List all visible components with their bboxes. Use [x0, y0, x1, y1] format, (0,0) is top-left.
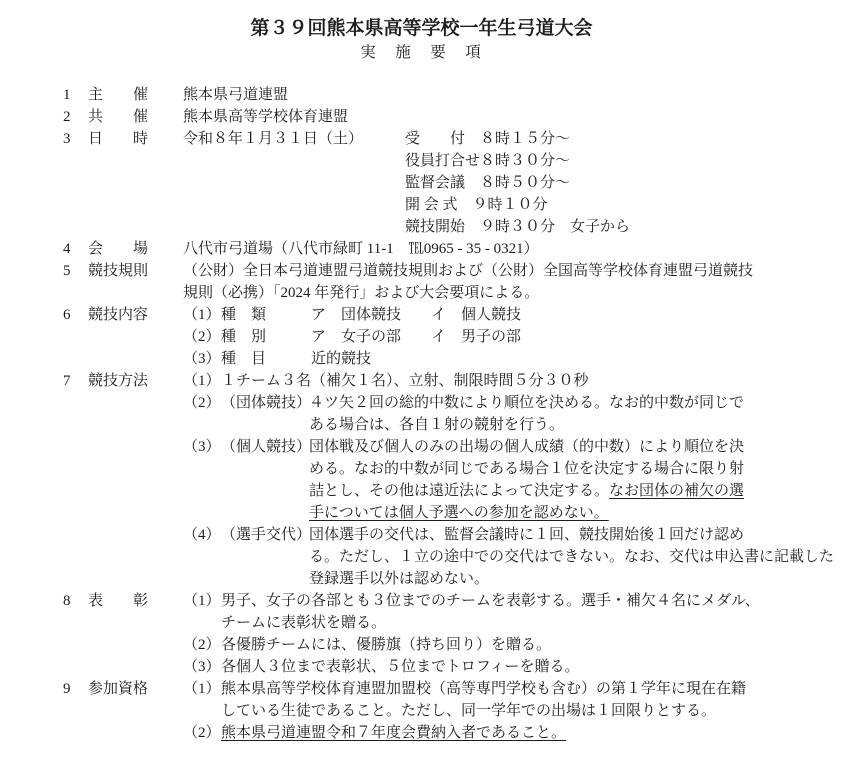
item-number: 3	[63, 131, 71, 147]
sub-item	[183, 656, 810, 678]
item-row-kisoku	[63, 260, 810, 304]
text-line: ある場合は、各自１射の競射を行う。	[309, 417, 565, 433]
item-label: 競技規則	[88, 263, 149, 279]
item-row-shusai	[63, 84, 810, 106]
schedule-line: 役員打合せ８時３０分～	[405, 153, 571, 169]
text-line: 熊本県高等学校体育連盟加盟校（高等専門学校も含む）の第１学年に現在在籍	[221, 681, 747, 697]
document-subtitle: 実 施 要 項	[360, 44, 483, 61]
underlined-text: 手については個人予選への参加を認めない。	[309, 505, 609, 521]
item-number: 4	[63, 241, 71, 257]
sub-marker: （3）	[183, 659, 221, 675]
sub-marker: （3）	[183, 439, 221, 455]
item-text: 熊本県弓道連盟	[183, 87, 289, 103]
text-line: チームに表彰状を贈る。	[221, 615, 387, 631]
text-line: る。ただし、１立の途中での交代はできない。なお、交代は申込書に記載した	[309, 549, 835, 565]
text-line: 団体戦及び個人のみの出場の個人成績（的中数）により順位を決	[309, 439, 745, 455]
sub-item	[183, 392, 810, 436]
item-label: 参加資格	[88, 681, 149, 697]
event-date: 令和８年１月３１日（土）	[183, 131, 364, 147]
text-line: める。なお的中数が同じである場合１位を決定する場合に限り射	[309, 461, 745, 477]
item-number: 8	[63, 593, 71, 609]
text-line: 種 類 ア 団体競技 イ 個人競技	[221, 307, 522, 323]
sub-label: （団体競技）	[221, 395, 312, 411]
sub-marker: （2）	[183, 725, 221, 741]
item-number: 9	[63, 681, 71, 697]
item-row-naiyo	[63, 304, 810, 370]
sub-label: （選手交代）	[221, 527, 312, 543]
sub-item	[183, 678, 810, 722]
schedule-line: 競技開始 ９時３０分 女子から	[405, 219, 631, 235]
sub-marker: （3）	[183, 351, 221, 367]
item-row-kaijo	[63, 238, 810, 260]
item-number: 2	[63, 109, 71, 125]
sub-marker: （1）	[183, 373, 221, 389]
text-line: している生徒であること。ただし、同一学年での出場は１回限りとする。	[221, 703, 717, 719]
item-row-shikaku	[63, 678, 810, 744]
sub-marker: （4）	[183, 527, 221, 543]
item-label: 会 場	[88, 241, 149, 257]
schedule-list	[405, 128, 810, 238]
sub-item	[183, 524, 835, 590]
text-line: 各優勝チームには、優勝旗（持ち回り）を贈る。	[221, 637, 552, 653]
sub-item	[183, 348, 810, 370]
item-row-nichiji	[63, 128, 810, 238]
text-line	[221, 722, 810, 744]
text-line: 種 別 ア 女子の部 イ 男子の部	[221, 329, 522, 345]
item-label: 表 彰	[88, 593, 149, 609]
item-number: 6	[63, 307, 71, 323]
sub-item	[183, 722, 810, 744]
underlined-text: 熊本県弓道連盟令和７年度会費納入者であること。	[221, 725, 567, 741]
item-label: 競技方法	[88, 373, 149, 389]
schedule-line: 開 会 式 ９時１０分	[405, 197, 548, 213]
text-line: 規則（必携）「2024 年発行」および大会要項による。	[183, 285, 540, 301]
underlined-text: なお団体の補欠の選	[609, 483, 745, 499]
sub-marker: （1）	[183, 307, 221, 323]
schedule-line: 受 付 ８時１５分～	[405, 131, 571, 147]
sub-marker: （2）	[183, 637, 221, 653]
item-number: 7	[63, 373, 71, 389]
item-row-hyosho	[63, 590, 810, 678]
sub-label: （個人競技）	[221, 439, 312, 455]
text-line	[309, 502, 810, 524]
text-line: １チーム３名（補欠１名）、立射、制限時間５分３０秒	[221, 373, 589, 389]
sub-item	[183, 326, 810, 348]
item-label: 主 催	[88, 87, 149, 103]
text-line: 団体選手の交代は、監督会議時に１回、競技開始後１回だけ認め	[309, 527, 745, 543]
item-number: 5	[63, 263, 71, 279]
sub-marker: （1）	[183, 593, 221, 609]
item-number: 1	[63, 87, 71, 103]
text-line: 種 目 近的競技	[221, 351, 372, 367]
item-label: 日 時	[88, 131, 149, 147]
sub-item	[183, 634, 810, 656]
text-line: ４ツ矢２回の総的中数により順位を決める。なお的中数が同じで	[309, 395, 745, 411]
sub-item	[183, 590, 810, 634]
sub-marker: （1）	[183, 681, 221, 697]
schedule-line: 監督会議 ８時５０分～	[405, 175, 571, 191]
item-label: 共 催	[88, 109, 149, 125]
item-text: 熊本県高等学校体育連盟	[183, 109, 349, 125]
text-line: （公財）全日本弓道連盟弓道競技規則および（公財）全国高等学校体育連盟弓道競技	[183, 263, 754, 279]
item-label: 競技内容	[88, 307, 149, 323]
sub-item	[183, 436, 810, 524]
sub-marker: （2）	[183, 329, 221, 345]
text-line: 登録選手以外は認めない。	[309, 571, 490, 587]
item-row-hoho	[63, 370, 835, 590]
item-row-kyosai	[63, 106, 810, 128]
document-title: 第３９回熊本県高等学校一年生弓道大会	[250, 17, 593, 39]
text-line: 詰とし、その他は遠近法によって決定する。なお団体の補欠の選	[309, 483, 745, 499]
sub-marker: （2）	[183, 395, 221, 411]
text-line: 各個人３位まで表彰状、５位までトロフィーを贈る。	[221, 659, 580, 675]
sub-item	[183, 370, 810, 392]
text-line: 男子、女子の各部とも３位までのチームを表彰する。選手・補欠４名にメダル、	[221, 593, 760, 609]
sub-item	[183, 304, 810, 326]
item-text: 八代市弓道場（八代市緑町 11-1 ℡0965 - 35 - 0321）	[183, 241, 539, 257]
